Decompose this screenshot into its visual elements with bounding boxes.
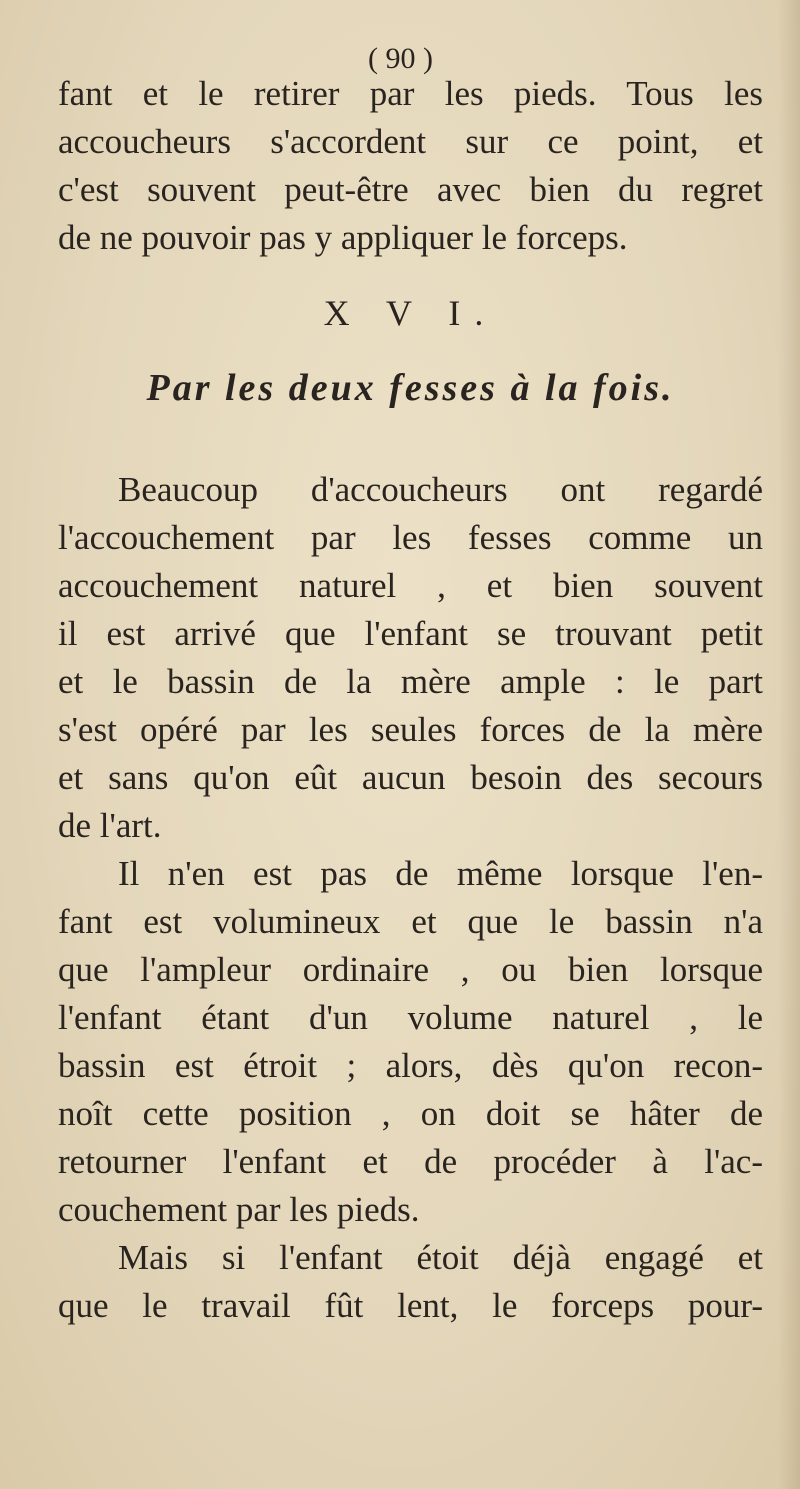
paragraph-line: s'est opéré par les seules forces de la mère xyxy=(58,710,763,749)
paragraph-line: et sans qu'on eût aucun besoin des secours xyxy=(58,758,763,797)
paragraph-line: bassin est étroit ; alors, dès qu'on recon- xyxy=(58,1046,763,1085)
paragraph-line: fant est volumineux et que le bassin n'a xyxy=(58,902,763,941)
paragraph-line: que le travail fût lent, le forceps pour- xyxy=(58,1286,763,1325)
paragraph-line: accouchement naturel , et bien souvent xyxy=(58,566,763,605)
section-title: Par les deux fesses à la fois. xyxy=(146,367,675,409)
paragraph-line: couchement par les pieds. xyxy=(58,1190,420,1229)
paragraph-line: de l'art. xyxy=(58,806,162,845)
paragraph-line: fant et le retirer par les pieds. Tous les xyxy=(58,74,763,113)
paragraph-line: que l'ampleur ordinaire , ou bien lorsque xyxy=(58,950,763,989)
page-number: ( 90 ) xyxy=(368,42,433,75)
paragraph-line: l'accouchement par les fesses comme un xyxy=(58,518,763,557)
paragraph-line: Beaucoup d'accoucheurs ont regardé xyxy=(118,470,763,509)
paragraph-line: l'enfant étant d'un volume naturel , le xyxy=(58,998,763,1037)
paragraph-line: noît cette position , on doit se hâter de xyxy=(58,1094,763,1133)
paragraph-line: il est arrivé que l'enfant se trouvant petit xyxy=(58,614,763,653)
section-number: X V I. xyxy=(323,293,498,333)
paragraph-line: retourner l'enfant et de procéder à l'ac- xyxy=(58,1142,763,1181)
paragraph-line: accoucheurs s'accordent sur ce point, et xyxy=(58,122,763,161)
paragraph-line: c'est souvent peut-être avec bien du regret xyxy=(58,170,763,209)
paragraph-line: Il n'en est pas de même lorsque l'en- xyxy=(118,854,763,893)
page-edge-shadow xyxy=(778,0,800,1489)
paragraph-line: Mais si l'enfant étoit déjà engagé et xyxy=(118,1238,763,1277)
paragraph-line: de ne pouvoir pas y appliquer le forceps. xyxy=(58,218,628,257)
paragraph-line: et le bassin de la mère ample : le part xyxy=(58,662,763,701)
